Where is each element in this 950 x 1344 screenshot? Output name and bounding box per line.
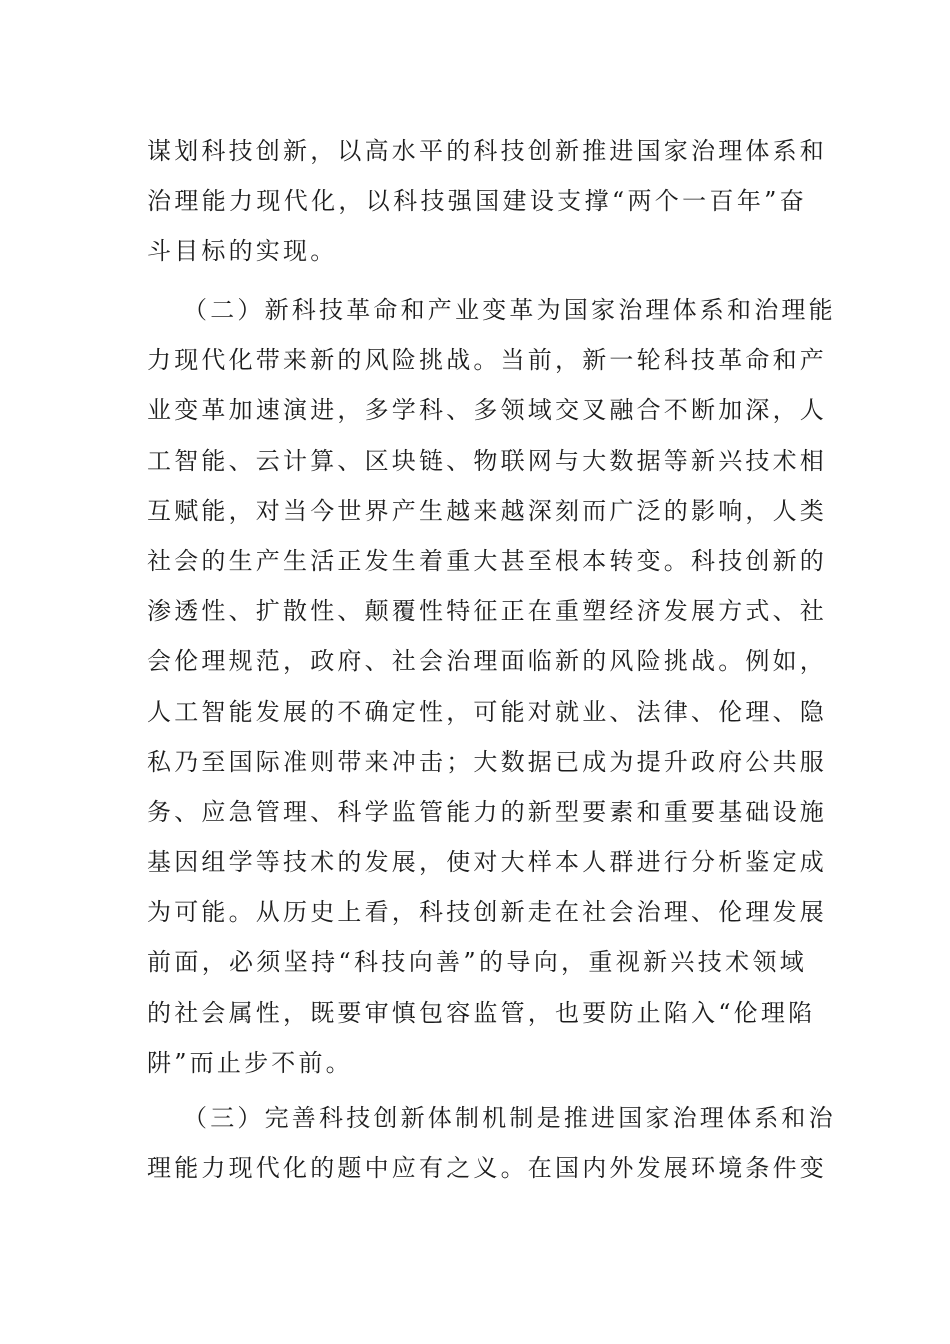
paragraph-2-line-15: 的社会属性，既要审慎包容监管，也要防止陷入“伦理陷 — [147, 998, 816, 1027]
paragraph-3-line-1: （三）完善科技创新体制机制是推进国家治理体系和治 — [183, 1104, 836, 1132]
paragraph-2-line-10: 私乃至国际准则带来冲击；大数据已成为提升政府公共服 — [147, 747, 827, 776]
paragraph-1 — [147, 126, 827, 277]
paragraph-2-line-12: 基因组学等技术的发展，使对大样本人群进行分析鉴定成 — [147, 848, 827, 877]
paragraph-2-line-9: 人工智能发展的不确定性，可能对就业、法律、伦理、隐 — [147, 697, 827, 726]
paragraph-2 — [147, 285, 836, 1088]
paragraph-2-line-16: 阱”而止步不前。 — [147, 1048, 353, 1077]
paragraph-2-line-11: 务、应急管理、科学监管能力的新型要素和重要基础设施 — [147, 797, 827, 826]
paragraph-2-line-8: 会伦理规范，政府、社会治理面临新的风险挑战。例如， — [147, 647, 827, 676]
paragraph-1-line-2: 治理能力现代化，以科技强国建设支撑“两个一百年”奋 — [147, 187, 807, 216]
paragraph-2-line-3: 业变革加速演进，多学科、多领域交叉融合不断加深，人 — [147, 396, 827, 425]
paragraph-2-line-4: 工智能、云计算、区块链、物联网与大数据等新兴技术相 — [147, 446, 827, 475]
paragraph-2-line-7: 渗透性、扩散性、颠覆性特征正在重塑经济发展方式、社 — [147, 597, 827, 626]
paragraph-1-line-1: 谋划科技创新，以高水平的科技创新推进国家治理体系和 — [147, 137, 827, 165]
paragraph-1-line-3: 斗目标的实现。 — [147, 237, 338, 266]
paragraph-3 — [147, 1093, 836, 1193]
paragraph-2-line-5: 互赋能，对当今世界产生越来越深刻而广泛的影响，人类 — [147, 496, 827, 525]
paragraph-2-line-6: 社会的生产生活正发生着重大甚至根本转变。科技创新的 — [147, 546, 827, 575]
paragraph-3-line-2: 理能力现代化的题中应有之义。在国内外发展环境条件变 — [147, 1154, 827, 1183]
paragraph-2-line-1: （二）新科技革命和产业变革为国家治理体系和治理能 — [183, 296, 836, 324]
paragraph-2-line-13: 为可能。从历史上看，科技创新走在社会治理、伦理发展 — [147, 898, 827, 927]
paragraph-2-line-14: 前面，必须坚持“科技向善”的导向，重视新兴技术领域 — [147, 948, 807, 977]
paragraph-2-line-2: 力现代化带来新的风险挑战。当前，新一轮科技革命和产 — [147, 346, 827, 375]
